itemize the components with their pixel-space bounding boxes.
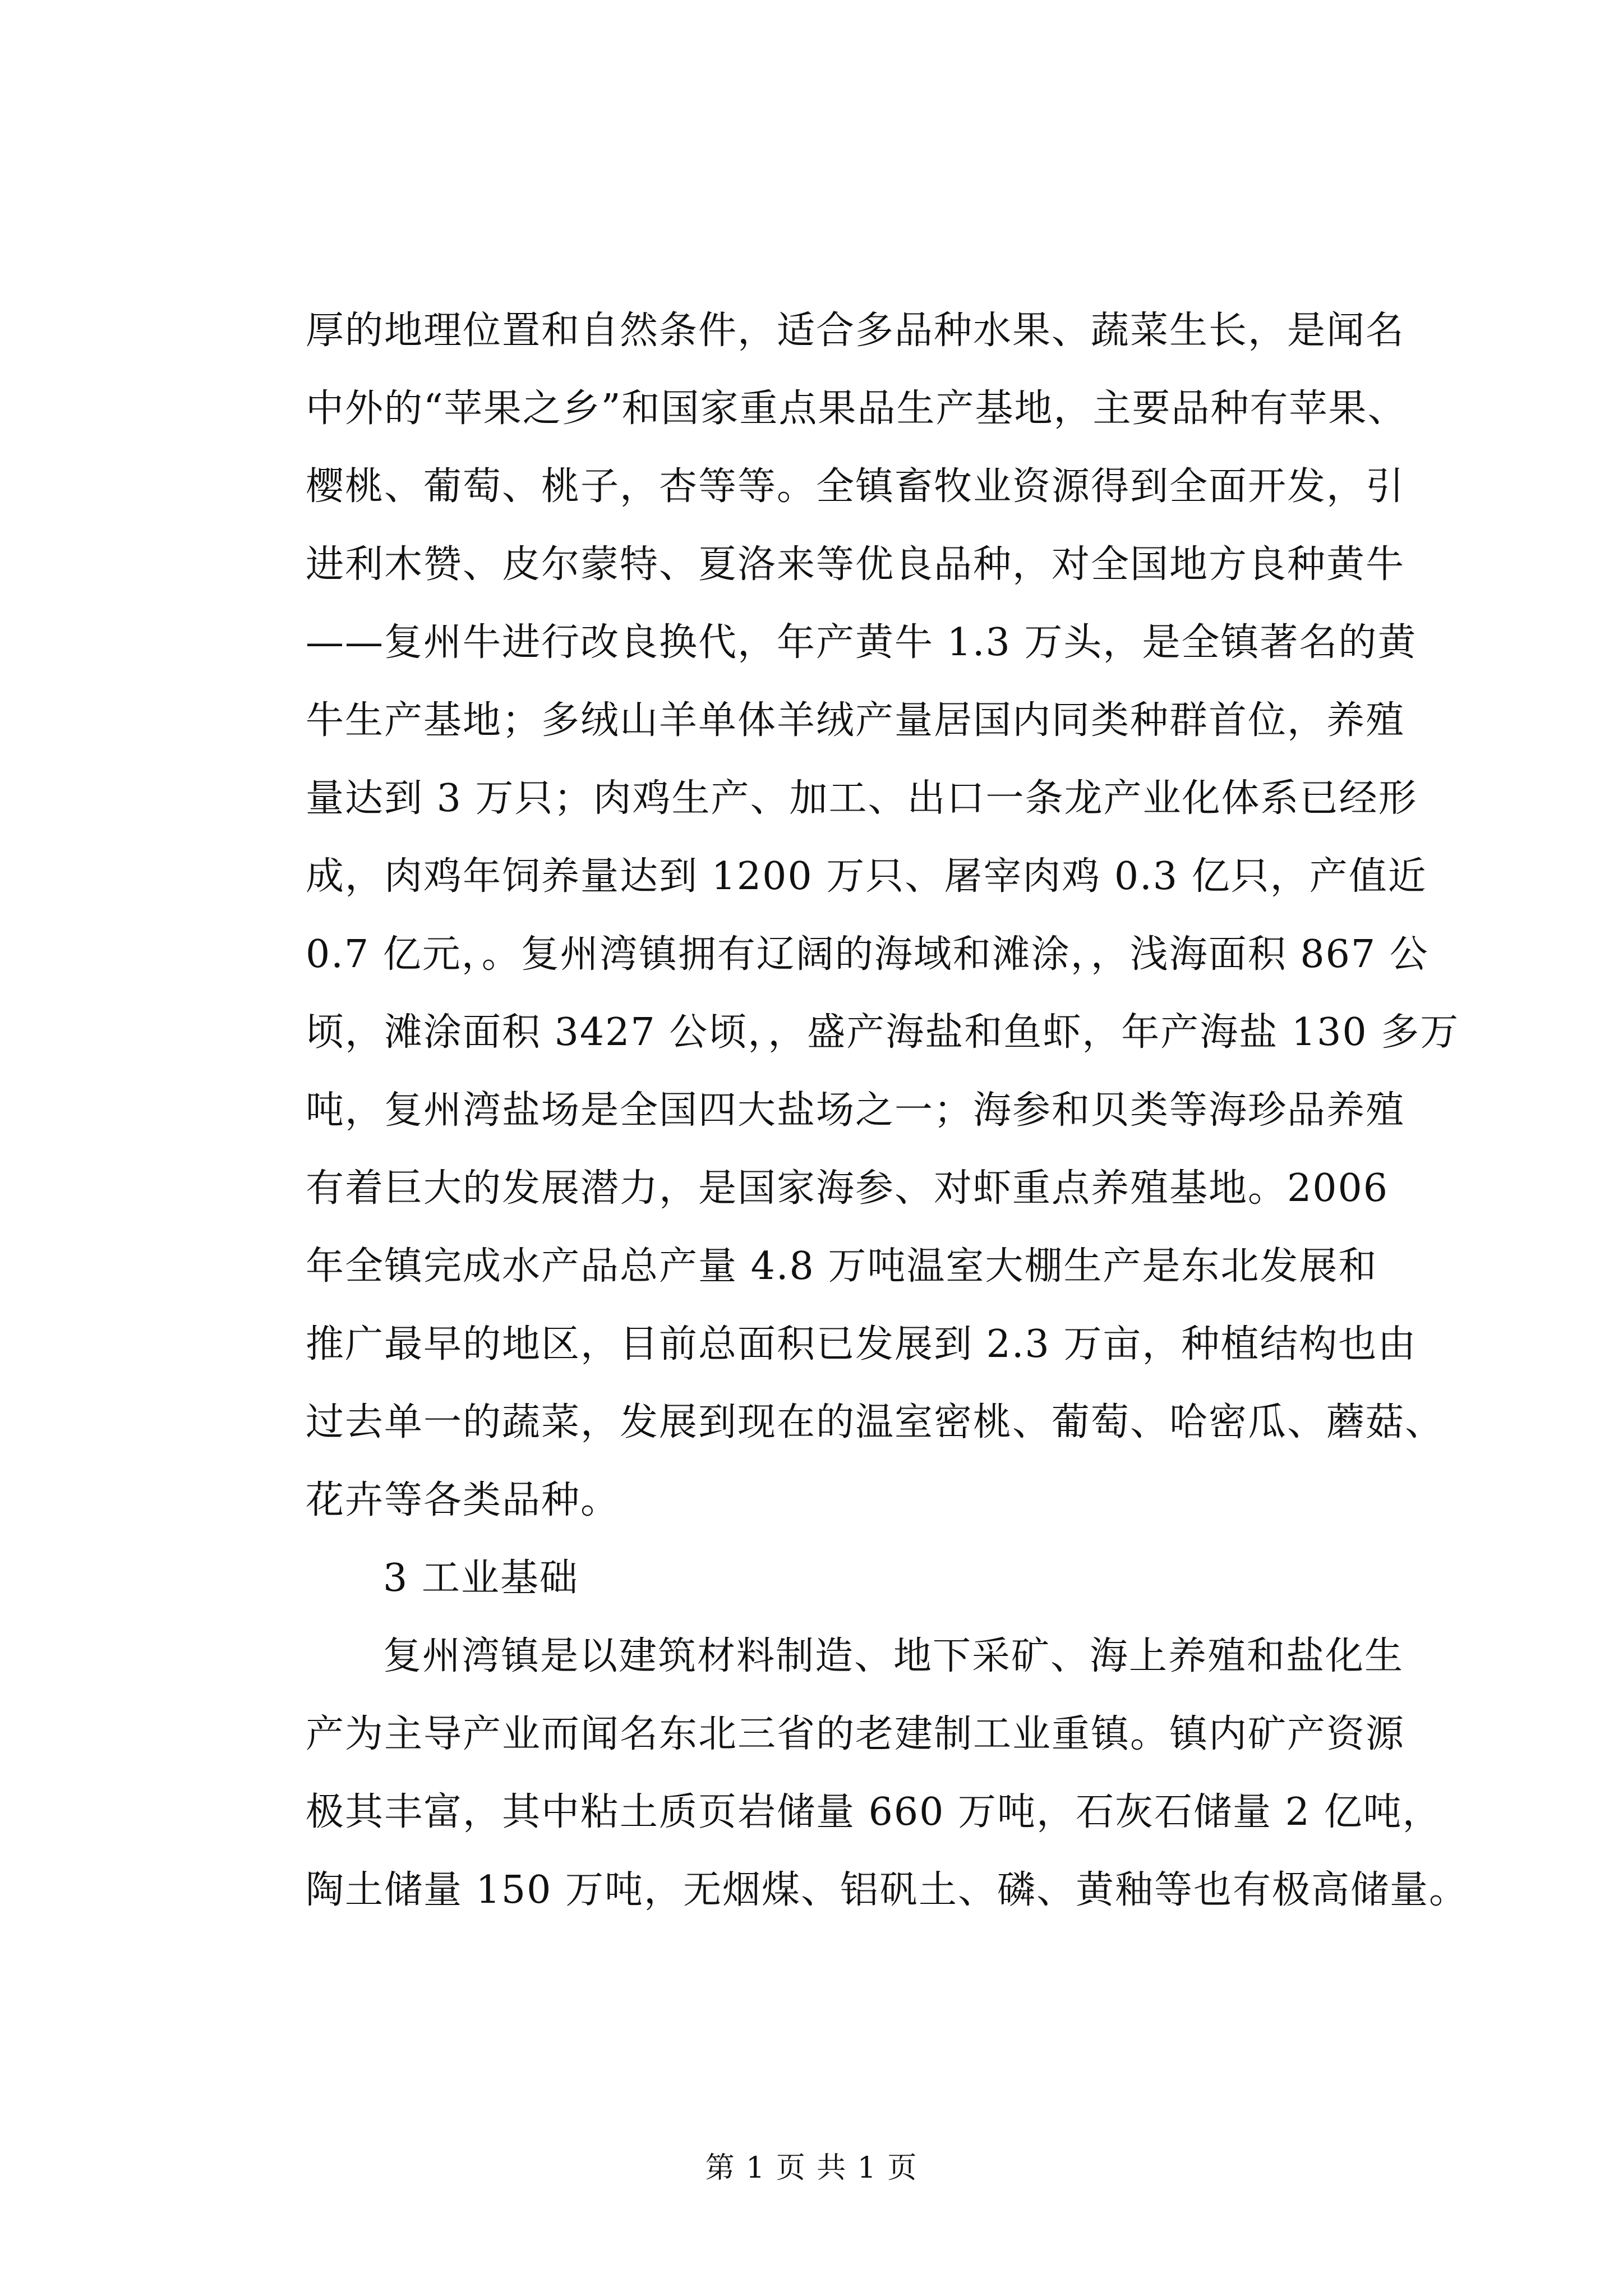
text-line: 樱桃、葡萄、桃子，杏等等。全镇畜牧业资源得到全面开发，引: [306, 464, 1405, 509]
text-line: 中外的“苹果之乡”和国家重点果品生产基地，主要品种有苹果、: [306, 386, 1407, 431]
text-line: 有着巨大的发展潜力，是国家海参、对虾重点养殖基地。2006: [306, 1166, 1389, 1211]
page-number: 第 1 页 共 1 页: [705, 2151, 918, 2185]
text-line: 牛生产基地；多绒山羊单体羊绒产量居国内同类种群首位，养殖: [306, 698, 1405, 743]
section-heading: 3 工业基础: [383, 1556, 579, 1600]
text-line: 过去单一的蔬菜，发展到现在的温室密桃、葡萄、哈密瓜、蘑菇、: [306, 1400, 1445, 1444]
text-line: 量达到 3 万只；肉鸡生产、加工、出口一条龙产业化体系已经形: [306, 776, 1418, 821]
text-line: 陶土储量 150 万吨，无烟煤、铝矾土、磷、黄釉等也有极高储量。: [306, 1868, 1469, 1912]
page-footer: [0, 2151, 1623, 2185]
text-line: 年全镇完成水产品总产量 4.8 万吨温室大棚生产是东北发展和: [306, 1244, 1378, 1289]
text-line: 厚的地理位置和自然条件，适合多品种水果、蔬菜生长，是闻名: [306, 309, 1405, 353]
text-line: 花卉等各类品种。: [306, 1478, 620, 1522]
text-line: 推广最早的地区，目前总面积已发展到 2.3 万亩，种植结构也由: [306, 1322, 1417, 1366]
text-line: 0.7 亿元，。复州湾镇拥有辽阔的海域和滩涂，，浅海面积 867 公: [306, 932, 1429, 977]
text-line: 复州湾镇是以建筑材料制造、地下采矿、海上养殖和盐化生: [383, 1634, 1404, 1678]
text-line: 极其丰富，其中粘土质页岩储量 660 万吨，石灰石储量 2 亿吨，: [306, 1790, 1442, 1834]
document-body: [306, 292, 1469, 1929]
text-line: 产为主导产业而闻名东北三省的老建制工业重镇。镇内矿产资源: [306, 1712, 1405, 1756]
text-line: 成，肉鸡年饲养量达到 1200 万只、屠宰肉鸡 0.3 亿只，产值近: [306, 854, 1427, 899]
text-line: 顷，滩涂面积 3427 公顷，，盛产海盐和鱼虾，年产海盐 130 多万: [306, 1010, 1460, 1055]
text-line: ——复州牛进行改良换代，年产黄牛 1.3 万头，是全镇著名的黄: [306, 620, 1417, 665]
text-line: 吨，复州湾盐场是全国四大盐场之一；海参和贝类等海珍品养殖: [306, 1088, 1405, 1133]
text-line: 进利木赞、皮尔蒙特、夏洛来等优良品种，对全国地方良种黄牛: [306, 542, 1405, 587]
